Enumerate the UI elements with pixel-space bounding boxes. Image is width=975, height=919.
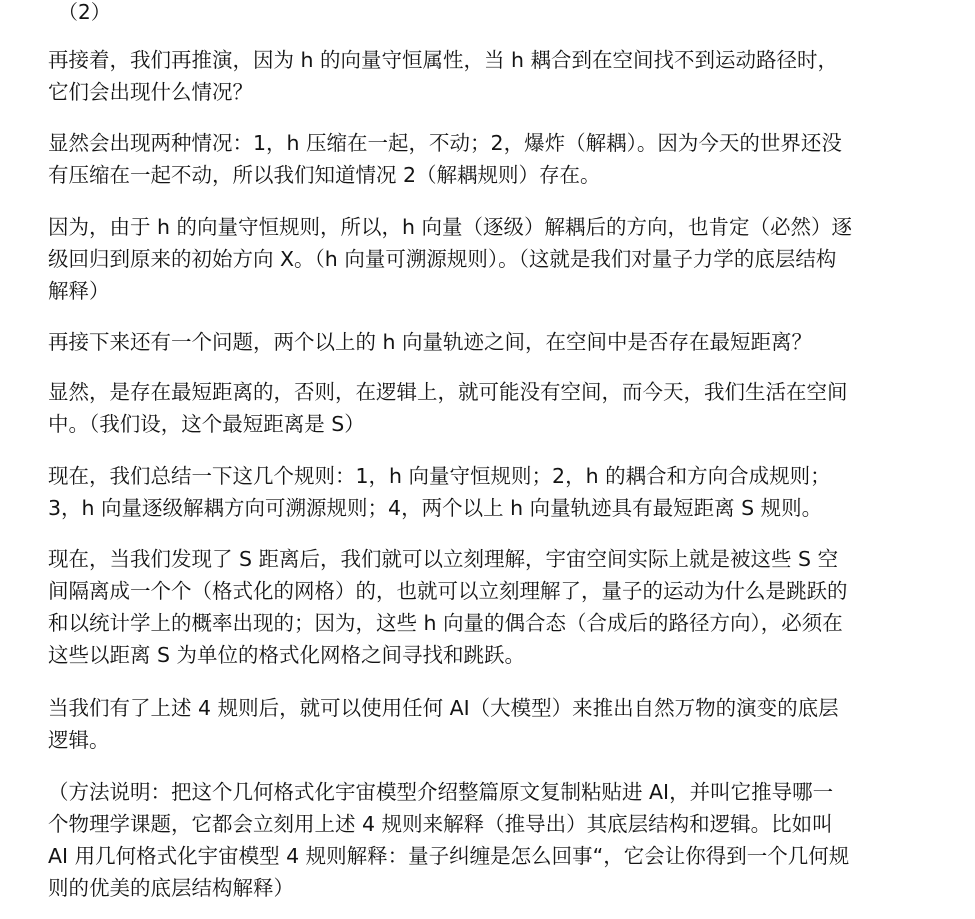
paragraph-5 <box>48 376 848 440</box>
text-line: 间隔离成一个个（格式化的网格）的，也就可以立刻理解了，量子的运动为什么是跳跃的 <box>48 579 848 603</box>
text-line: 再接下来还有一个问题，两个以上的 h 向量轨迹之间，在空间中是否存在最短距离？ <box>48 330 813 354</box>
text-line: 则的优美的底层结构解释） <box>48 876 294 900</box>
document-body <box>48 0 948 900</box>
text-line: 这些以距离 S 为单位的格式化网格之间寻找和跳跃。 <box>48 643 526 667</box>
section-heading: （2） <box>58 0 111 24</box>
paragraph-2 <box>48 127 842 191</box>
text-line: 现在，我们总结一下这几个规则：1，h 向量守恒规则；2，h 的耦合和方向合成规则； <box>48 464 831 488</box>
text-line: 现在，当我们发现了 S 距离后，我们就可以立刻理解，宇宙空间实际上就是被这些 S 空 <box>48 547 839 571</box>
text-line: 解释） <box>48 279 110 303</box>
text-line: 显然会出现两种情况：1，h 压缩在一起，不动；2，爆炸（解耦）。因为今天的世界还没 <box>48 131 842 155</box>
paragraph-1 <box>48 44 838 108</box>
paragraph-7 <box>48 543 848 671</box>
text-line: 有压缩在一起不动，所以我们知道情况 2（解耦规则）存在。 <box>48 163 601 187</box>
text-line: 再接着，我们再推演，因为 h 的向量守恒属性，当 h 耦合到在空间找不到运动路径时， <box>48 48 839 72</box>
text-line: 中。（我们设，这个最短距离是 S） <box>48 412 365 436</box>
text-line: 显然，是存在最短距离的，否则，在逻辑上，就可能没有空间，而今天，我们生活在空间 <box>48 380 848 404</box>
paragraph-6 <box>48 460 831 524</box>
text-line: （方法说明：把这个几何格式化宇宙模型介绍整篇原文复制粘贴进 AI，并叫它推导哪一 <box>48 780 834 804</box>
text-line: 当我们有了上述 4 规则后，就可以使用任何 AI（大模型）来推出自然万物的演变的底层 <box>48 696 839 720</box>
text-line: 3，h 向量逐级解耦方向可溯源规则；4，两个以上 h 向量轨迹具有最短距离 S 规则。 <box>48 496 823 520</box>
paragraph-8 <box>48 692 839 756</box>
text-line: 个物理学课题，它都会立刻用上述 4 规则来解释（推导出）其底层结构和逻辑。比如叫 <box>48 812 833 836</box>
text-line: 和以统计学上的概率出现的；因为，这些 h 向量的偶合态（合成后的路径方向），必须在 <box>48 611 843 635</box>
text-line: AI 用几何格式化宇宙模型 4 规则解释：量子纠缠是怎么回事“，它会让你得到一个几何规 <box>48 844 850 868</box>
paragraph-4 <box>48 326 812 358</box>
text-line: 级回归到原来的初始方向 X。（h 向量可溯源规则）。（这就是我们对量子力学的底层结构 <box>48 247 837 271</box>
text-line: 它们会出现什么情况？ <box>48 80 253 104</box>
text-line: 逻辑。 <box>48 728 110 752</box>
text-line: 因为，由于 h 的向量守恒规则，所以，h 向量（逐级）解耦后的方向，也肯定（必然）逐 <box>48 215 853 239</box>
paragraph-9 <box>48 776 849 904</box>
paragraph-3 <box>48 211 852 307</box>
